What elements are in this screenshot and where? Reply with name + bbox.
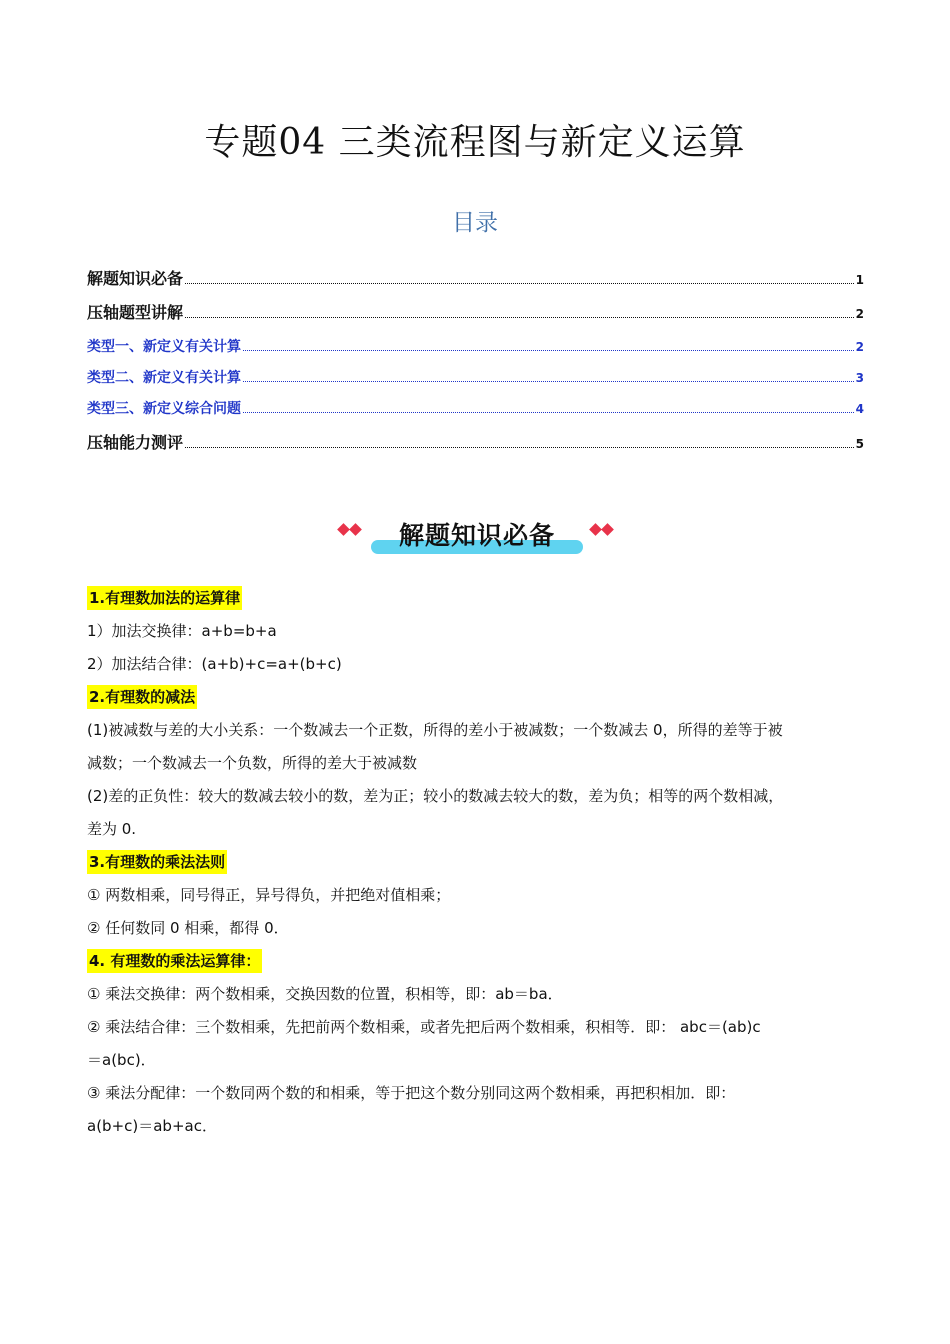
section-heading-addition: [87, 582, 864, 615]
text-line: ＝a(bc)．: [87, 1051, 156, 1069]
text-line: (1)被减数与差的大小关系：一个数减去一个正数，所得的差小于被减数；一个数减去 0，所得的差等于被: [87, 721, 783, 739]
toc-entry-label: 压轴题型讲解: [87, 303, 184, 322]
toc-entry-page: 3: [855, 371, 864, 385]
diamond-icon: [337, 523, 350, 536]
diamond-icon: [349, 523, 362, 536]
toc-leader-dots: [185, 283, 854, 284]
toc-entry[interactable]: [87, 367, 864, 387]
toc-entry-page: 2: [855, 307, 864, 321]
toc-entry-label: 解题知识必备: [87, 269, 184, 288]
text-line: 减数；一个数减去一个负数，所得的差大于被减数: [87, 754, 418, 772]
text-line: 1）加法交换律：a+b=b+a: [87, 622, 277, 640]
text-line: ① 乘法交换律：两个数相乘，交换因数的位置，积相等，即：ab＝ba．: [87, 985, 563, 1003]
diamond-icon: [601, 523, 614, 536]
text-line: 差为 0.: [87, 820, 137, 838]
toc-entry-page: 1: [855, 273, 864, 287]
toc-leader-dots: [243, 350, 854, 351]
content-body: [87, 582, 864, 1143]
toc-entry[interactable]: [87, 336, 864, 356]
highlighted-heading: 3.有理数的乘法法则: [87, 850, 227, 874]
toc-leader-dots: [243, 381, 854, 382]
text-line: ① 两数相乘，同号得正，异号得负，并把绝对值相乘；: [87, 886, 451, 904]
toc-entry[interactable]: [87, 398, 864, 418]
toc-entry-page: 4: [855, 402, 864, 416]
text-line: ② 乘法结合律：三个数相乘，先把前两个数相乘，或者先把后两个数相乘，积相等．即： abc＝(ab)c: [87, 1018, 761, 1036]
toc-entry-label: 类型二、新定义有关计算: [87, 370, 241, 386]
toc-leader-dots: [243, 412, 854, 413]
highlighted-heading: 2.有理数的减法: [87, 685, 197, 709]
toc-leader-dots: [185, 447, 854, 448]
toc-heading: 目录: [452, 210, 498, 236]
toc-entry[interactable]: [87, 430, 864, 453]
text-line: (2)差的正负性：较大的数减去较小的数，差为正；较小的数减去较大的数，差为负；相等的两个数相减，: [87, 787, 784, 805]
toc-entry[interactable]: [87, 266, 864, 289]
toc-entry-label: 类型一、新定义有关计算: [87, 339, 241, 355]
toc-entry-page: 5: [855, 437, 864, 451]
toc-entry-label: 压轴能力测评: [87, 433, 184, 452]
document-title: 专题04 三类流程图与新定义运算: [204, 122, 746, 163]
text-line: ② 任何数同 0 相乘，都得 0．: [87, 919, 289, 937]
toc-entry[interactable]: [87, 300, 864, 323]
toc-entry-label: 类型三、新定义综合问题: [87, 401, 241, 417]
section-banner: [335, 514, 620, 560]
highlighted-heading: 4. 有理数的乘法运算律：: [87, 949, 262, 973]
section-heading-multiplication-laws: [87, 945, 864, 978]
text-line: a(b+c)＝ab+ac．: [87, 1117, 217, 1135]
section-heading-subtraction: [87, 681, 864, 714]
section-heading-multiplication-rule: [87, 846, 864, 879]
banner-title: 解题知识必备: [398, 521, 555, 550]
highlighted-heading: 1.有理数加法的运算律: [87, 586, 242, 610]
diamond-icon: [589, 523, 602, 536]
text-line: 2）加法结合律：(a+b)+c=a+(b+c): [87, 655, 342, 673]
toc-entry-page: 2: [855, 340, 864, 354]
toc-leader-dots: [185, 317, 854, 318]
text-line: ③ 乘法分配律：一个数同两个数的和相乘，等于把这个数分别同这两个数相乘，再把积相加．即：: [87, 1084, 736, 1102]
